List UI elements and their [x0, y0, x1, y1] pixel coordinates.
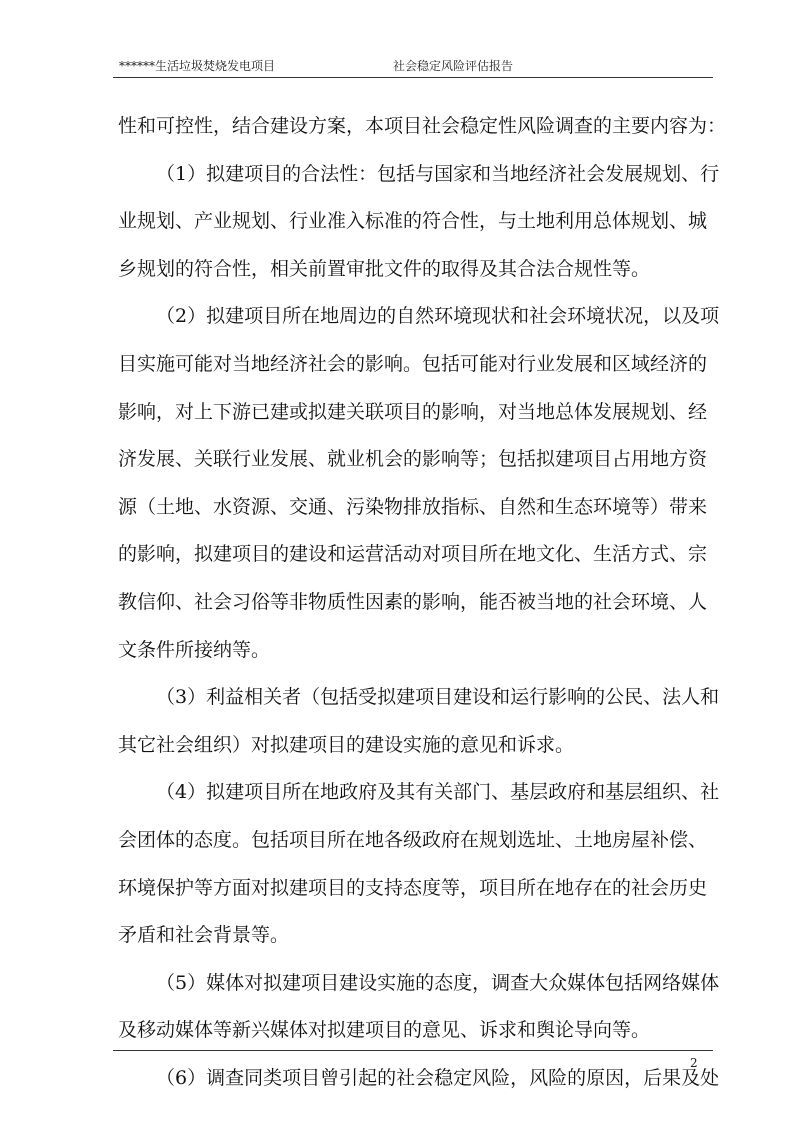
- body-line: （6）调查同类项目曾引起的社会稳定风险，风险的原因，后果及处: [156, 1066, 720, 1089]
- body-line: 文条件所接纳等。: [118, 638, 271, 661]
- body-line: 影响，对上下游已建或拟建关联项目的影响，对当地总体发展规划、经: [118, 400, 708, 423]
- body-line: 环境保护等方面对拟建项目的支持态度等，项目所在地存在的社会历史: [118, 876, 708, 899]
- body-line: 源（土地、水资源、交通、污染物排放指标、自然和生态环境等）带来: [118, 495, 708, 518]
- body-line: （3）利益相关者（包括受拟建项目建设和运行影响的公民、法人和: [156, 686, 720, 709]
- body-line: 业规划、产业规划、行业准入标准的符合性，与土地利用总体规划、城: [118, 210, 708, 233]
- header-report-title: 社会稳定风险评估报告: [393, 59, 514, 73]
- body-line: 目实施可能对当地经济社会的影响。包括可能对行业发展和区域经济的: [118, 352, 708, 375]
- body-line: 乡规划的符合性，相关前置审批文件的取得及其合法合规性等。: [118, 257, 651, 280]
- body-line: （1）拟建项目的合法性：包括与国家和当地经济社会发展规划、行: [156, 162, 720, 185]
- header-project-title: ******生活垃圾焚烧发电项目: [119, 59, 276, 73]
- document-body: [118, 103, 727, 1102]
- page-number: 2: [690, 1056, 698, 1070]
- page-header: [113, 55, 713, 78]
- body-line: 其它社会组织）对拟建项目的建设实施的意见和诉求。: [118, 733, 575, 756]
- body-line: 及移动媒体等新兴媒体对拟建项目的意见、诉求和舆论导向等。: [118, 1019, 651, 1042]
- body-line: 矛盾和社会背景等。: [118, 924, 290, 947]
- body-line: （5）媒体对拟建项目建设实施的态度，调查大众媒体包括网络媒体: [156, 971, 720, 994]
- body-line: （4）拟建项目所在地政府及其有关部门、基层政府和基层组织、社: [156, 781, 720, 804]
- footer-divider: [113, 1050, 713, 1051]
- body-line: 会团体的态度。包括项目所在地各级政府在规划选址、土地房屋补偿、: [118, 828, 708, 851]
- body-line: 济发展、关联行业发展、就业机会的影响等；包括拟建项目占用地方资: [118, 448, 708, 471]
- body-line: 性和可控性，结合建设方案，本项目社会稳定性风险调查的主要内容为：: [118, 115, 727, 137]
- body-line: 教信仰、社会习俗等非物质性因素的影响，能否被当地的社会环境、人: [118, 590, 708, 613]
- body-line: 的影响，拟建项目的建设和运营活动对项目所在地文化、生活方式、宗: [118, 543, 708, 566]
- body-line: （2）拟建项目所在地周边的自然环境现状和社会环境状况，以及项: [156, 305, 720, 328]
